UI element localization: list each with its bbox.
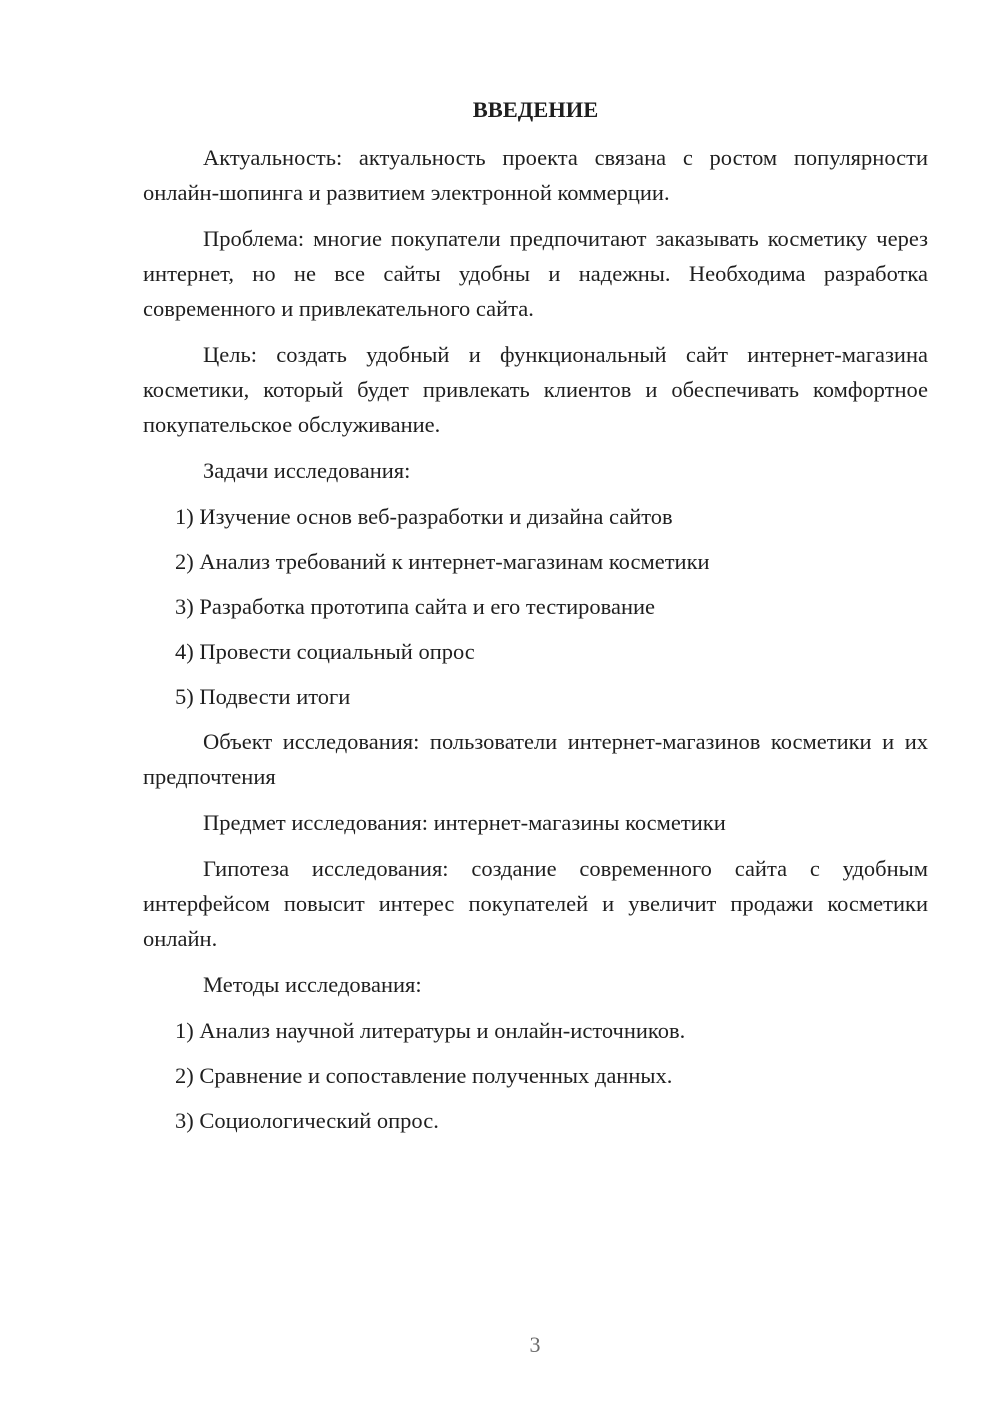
subject-paragraph: Предмет исследования: интернет-магазины косметики [203,810,726,835]
method-item: 1) Анализ научной литературы и онлайн-источников. [175,1018,686,1043]
method-item: 3) Социологический опрос. [175,1108,439,1133]
problem-paragraph: Проблема: многие покупатели предпочитают заказывать косметику через интернет, но не все сайты удобны и надежны. Необходима разработка современного и привлекательного сайта. [143,226,928,321]
method-item: 2) Сравнение и сопоставление полученных данных. [175,1063,673,1088]
task-item: 5) Подвести итоги [175,684,351,709]
page-number: 3 [529,1332,541,1357]
section-heading: ВВЕДЕНИЕ [472,97,599,122]
methods-title: Методы исследования: [203,972,422,997]
tasks-title: Задачи исследования: [203,458,411,483]
object-paragraph: Объект исследования: пользователи интернет-магазинов косметики и их предпочтения [143,729,928,789]
task-item: 4) Провести социальный опрос [175,639,475,664]
relevance-paragraph: Актуальность: актуальность проекта связана с ростом популярности онлайн-шопинга и развитием электронной коммерции. [143,145,928,205]
task-item: 3) Разработка прототипа сайта и его тестирование [175,594,656,619]
page-content [143,92,928,1148]
task-item: 2) Анализ требований к интернет-магазинам косметики [175,549,710,574]
task-item: 1) Изучение основ веб-разработки и дизайна сайтов [175,504,673,529]
hypothesis-paragraph: Гипотеза исследования: создание современного сайта с удобным интерфейсом повысит интерес покупателей и увеличит продажи косметики онлайн. [143,856,928,951]
goal-paragraph: Цель: создать удобный и функциональный сайт интернет-магазина косметики, который будет привлекать клиентов и обеспечивать комфортное покупательское обслуживание. [143,342,928,437]
